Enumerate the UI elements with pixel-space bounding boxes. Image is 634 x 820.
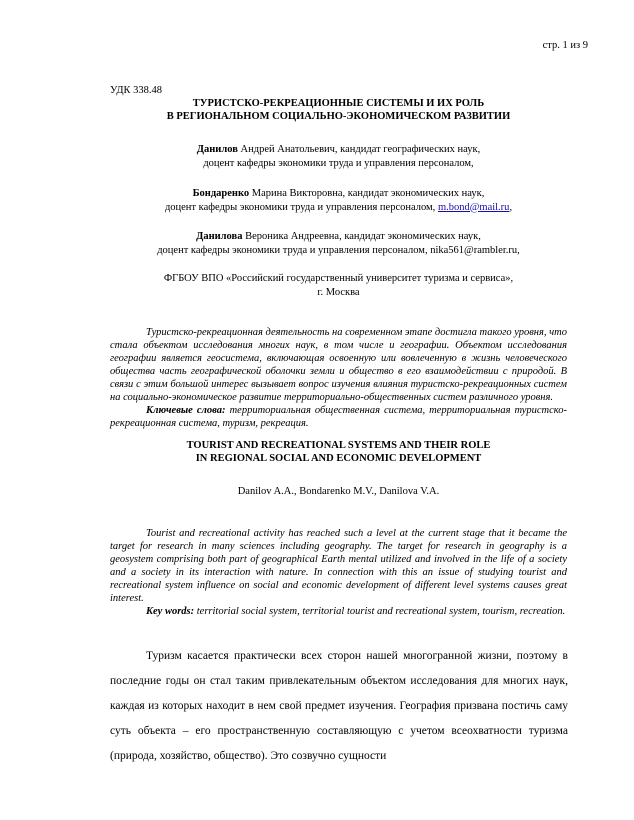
author-email-link[interactable]: m.bond@mail.ru xyxy=(437,201,510,213)
author-position: доцент кафедры экономики труда и управления персоналом, xyxy=(164,201,438,213)
author-position: доцент кафедры экономики труда и управления персоналом, nika561@rambler.ru, xyxy=(157,244,520,256)
affiliation xyxy=(110,272,567,299)
authors-en: Danilov A.A., Bondarenko M.V., Danilova V.A. xyxy=(237,486,440,497)
keywords-en-label: Key words: xyxy=(146,606,195,617)
author-surname: Бондаренко xyxy=(192,188,250,199)
author-block-2 xyxy=(110,187,567,214)
article-title-ru xyxy=(110,97,567,123)
body-paragraph: Туризм касается практически всех сторон нашей многогранной жизни, поэтому в последние годы он стал таким привлекательным объектом исследования для многих наук, каждая из которых находит в нем свой предмет изучения. География призвана постичь саму суть объекта – его пространственную составляющую с учетом всеохватности туризма (природа, хозяйство, общество). Это созвучно сущности xyxy=(110,650,568,762)
author-position: доцент кафедры экономики труда и управления персоналом, xyxy=(203,157,474,169)
title-ru-line-2: В РЕГИОНАЛЬНОМ СОЦИАЛЬНО-ЭКОНОМИЧЕСКОМ РАЗВИТИИ xyxy=(166,111,511,122)
title-en-line-1: TOURIST AND RECREATIONAL SYSTEMS AND THEIR ROLE xyxy=(186,440,491,451)
keywords-ru xyxy=(110,404,567,430)
author-block-1 xyxy=(110,143,567,170)
keywords-en xyxy=(110,605,567,618)
keywords-en-text: territorial social system, territorial tourist and recreational system, tourism, recreation. xyxy=(194,606,566,617)
title-en-line-2: IN REGIONAL SOCIAL AND ECONOMIC DEVELOPMENT xyxy=(195,453,482,464)
title-ru-line-1: ТУРИСТСКО-РЕКРЕАЦИОННЫЕ СИСТЕМЫ И ИХ РОЛЬ xyxy=(192,98,485,109)
author-surname: Данилов xyxy=(196,144,238,155)
affiliation-line-2: г. Москва xyxy=(317,286,360,298)
page-number: стр. 1 из 9 xyxy=(542,40,588,51)
keywords-ru-label: Ключевые слова: xyxy=(146,405,226,416)
author-name-degree: Вероника Андреевна, кандидат экономических наук, xyxy=(242,231,481,242)
udk-code: УДК 338.48 xyxy=(110,85,163,96)
author-block-3 xyxy=(110,230,567,257)
article xyxy=(110,84,567,769)
author-name-degree: Андрей Анатольевич, кандидат географических наук, xyxy=(237,144,481,155)
author-surname: Данилова xyxy=(196,231,243,242)
article-title-en xyxy=(110,439,567,465)
author-name-degree: Марина Викторовна, кандидат экономических наук, xyxy=(249,188,485,199)
abstract-ru: Туристско-рекреационная деятельность на современном этапе достигла такого уровня, что стала объектом исследования многих наук, в том числе и географии. Объектом исследования географии является геосистема, включающая освоенную или вовлеченную в жизнь человеческого общества часть географической оболочки земли и общество в его взаимодействии с природой. В связи с этим большой интерес вызывает вопрос изучения влияния туристско-рекреационных систем на социально-экономическое развитие территориально-общественных систем различного уровня. xyxy=(110,327,567,403)
keywords-ru-text: территориальная общественная система, территориальная туристско-рекреационная система, туризм, рекреация. xyxy=(110,405,567,429)
abstract-en: Tourist and recreational activity has reached such a level at the current stage that it became the target for research in many sciences including geography. The target for research in geography is a geosystem comprising both part of geographical Earth mental utilized and involved in the life of a society and a society in its interaction with nature. In connection with this an issue of studying tourist and recreational system influence on social and economic development of different level systems causes great interest. xyxy=(110,528,567,604)
author-email-tail: , xyxy=(509,201,513,213)
affiliation-line-1: ФГБОУ ВПО «Российский государственный университет туризма и сервиса», xyxy=(163,273,514,284)
